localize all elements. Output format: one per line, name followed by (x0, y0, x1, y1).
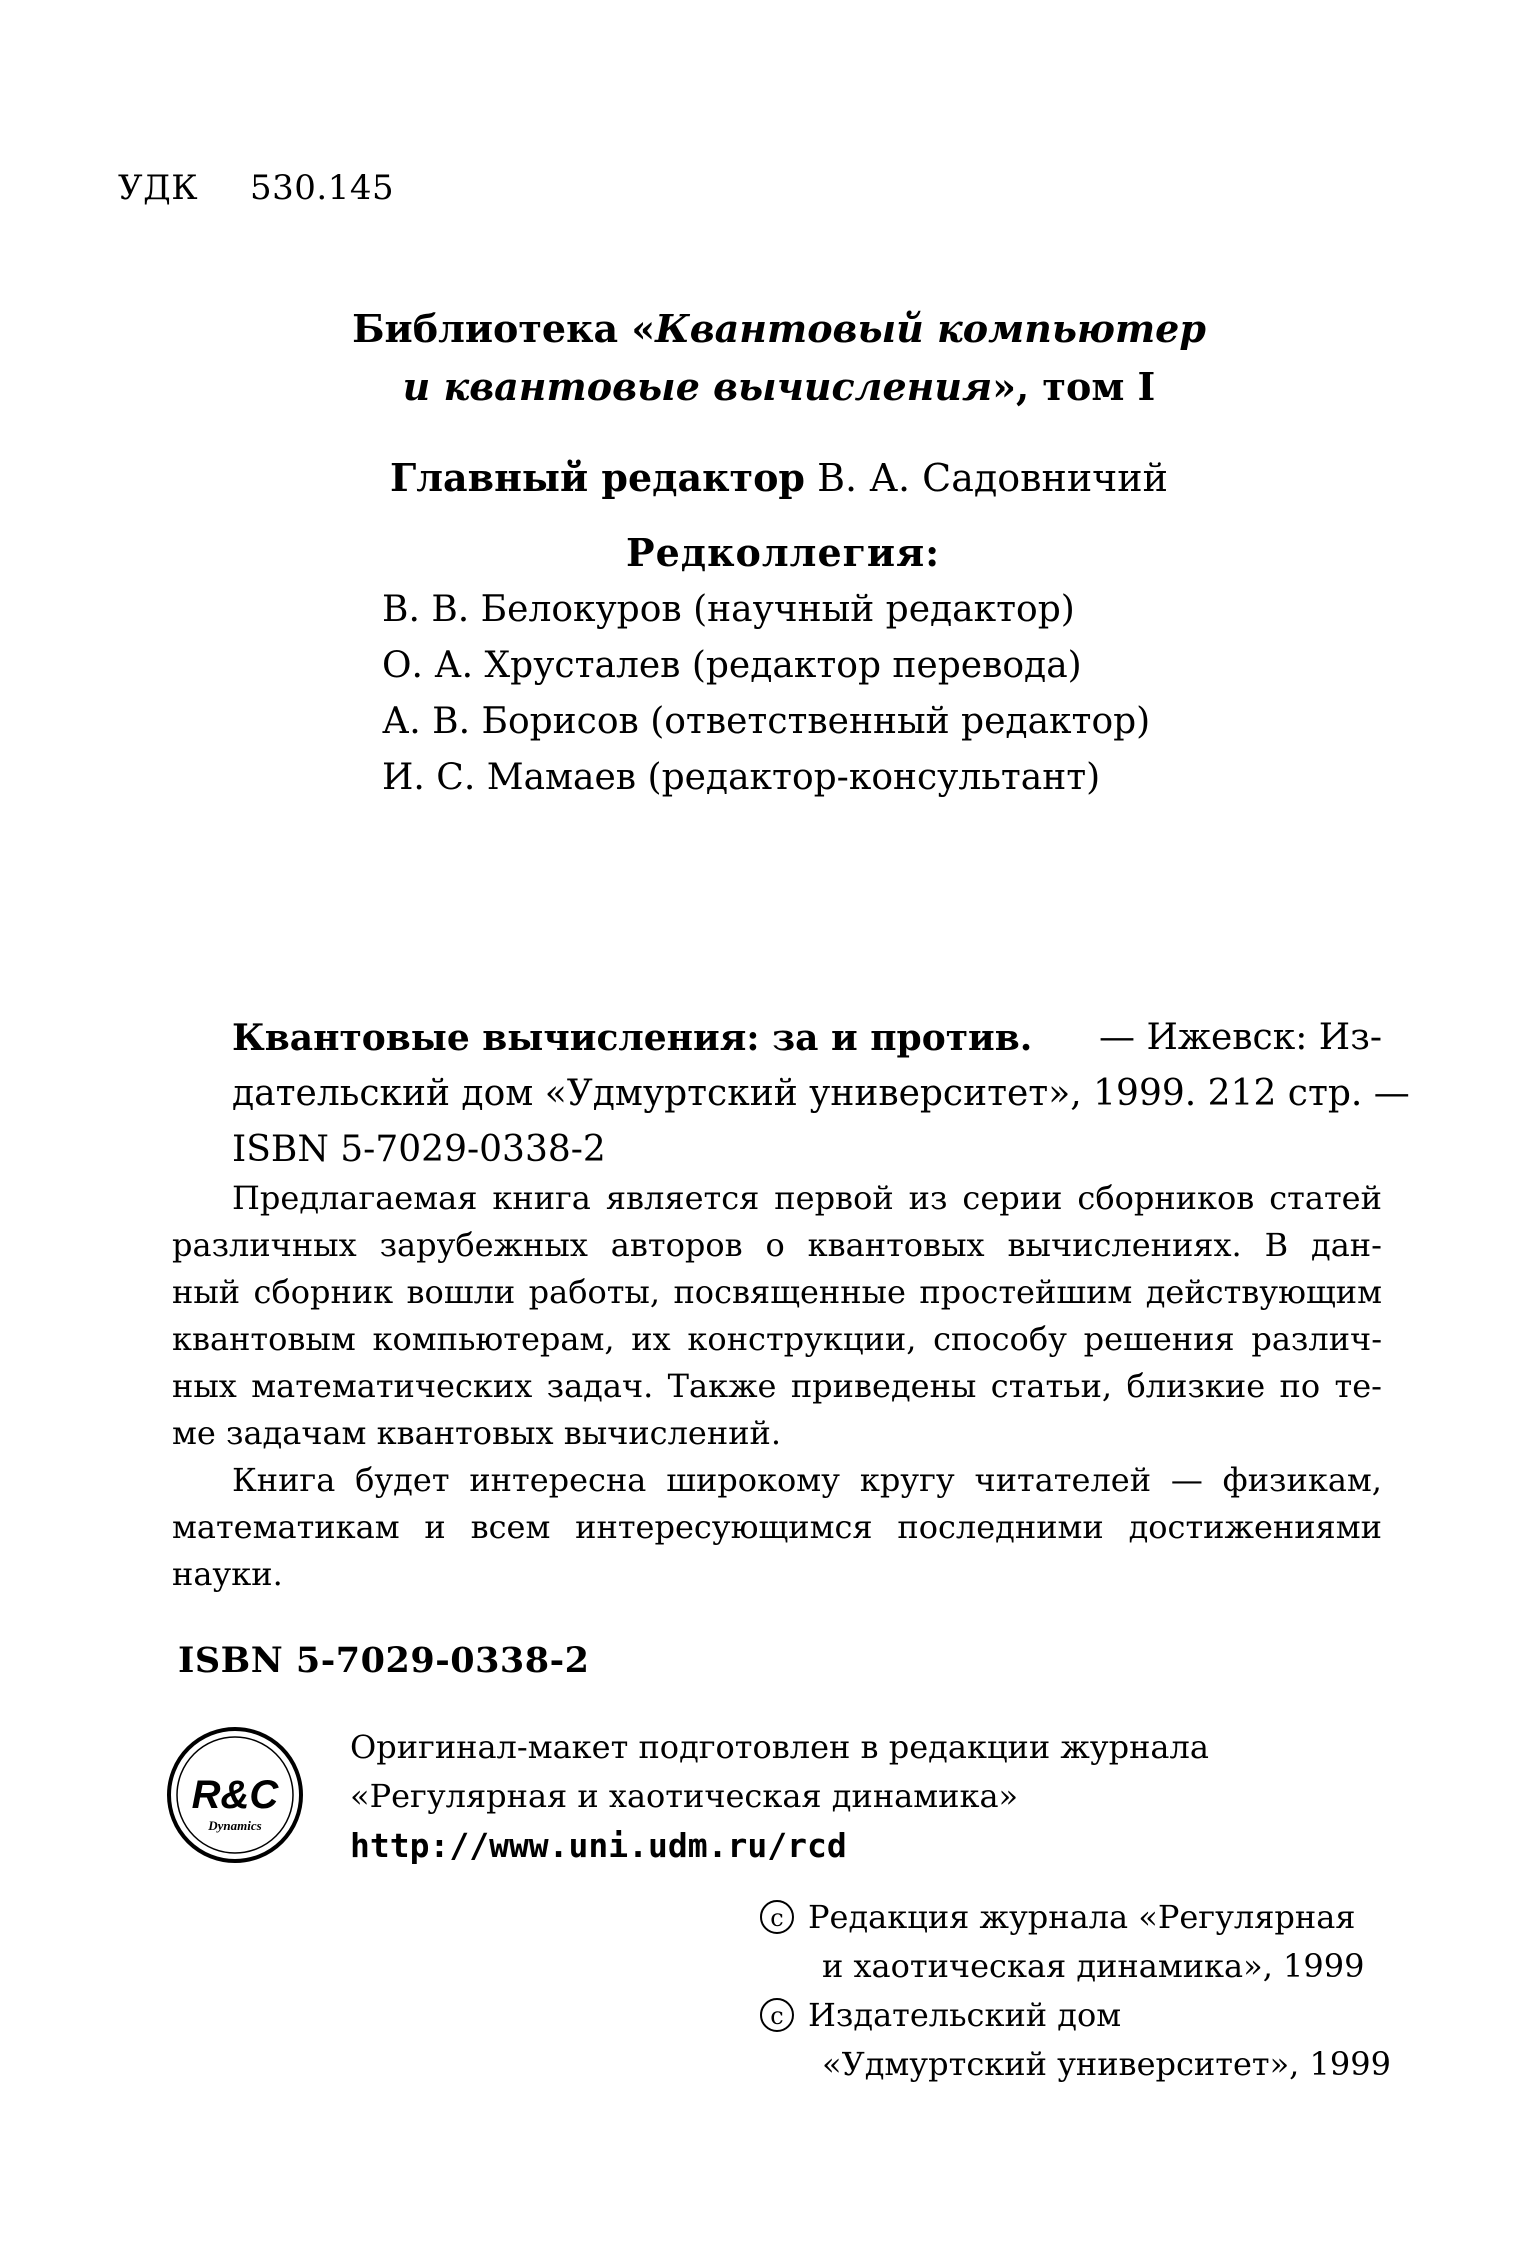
biblio-line-2-text: дательский дом «Удмуртский университет», 1999. 212 стр. — (232, 1073, 1410, 1114)
board-member: В. В. Белокуров (научный редактор) (382, 589, 1075, 630)
word: кругу (859, 1461, 955, 1499)
biblio-isbn: ISBN 5-7029-0338-2 (232, 1129, 606, 1170)
word: серии (962, 1179, 1063, 1217)
series-title-line-2: и квантовые вычисления (402, 364, 993, 409)
word: их (631, 1320, 671, 1358)
word: ных (172, 1367, 237, 1405)
chief-editor-label: Главный редактор (390, 455, 806, 500)
word: математических (251, 1367, 533, 1405)
word: по (1279, 1367, 1321, 1405)
word: Предлагаемая (232, 1179, 478, 1217)
word: близкие (1126, 1367, 1266, 1405)
word: сборников (1077, 1179, 1255, 1217)
word: действующим (1145, 1273, 1382, 1311)
annotation-line: науки. (172, 1555, 283, 1593)
annotation-paragraph-1 (172, 1175, 1382, 1457)
copyright-entry-1-line-2: и хаотическая динамика», 1999 (822, 1947, 1365, 1985)
board-member: И. С. Мамаев (редактор-консультант) (382, 757, 1101, 798)
word: книга (492, 1179, 591, 1217)
word: зарубежных (379, 1226, 588, 1264)
word: ный (172, 1273, 241, 1311)
annotation-paragraph-2 (172, 1457, 1382, 1598)
word: будет (355, 1461, 450, 1499)
annotation-line (172, 1363, 1382, 1410)
biblio-line-1-rest: — Ижевск: Из- (1099, 1017, 1382, 1058)
word: приведены (790, 1367, 977, 1405)
biblio-title: Квантовые вычисления: за и против. (232, 1017, 1033, 1059)
word: работы, (528, 1273, 661, 1311)
bibliographic-record (232, 1010, 1410, 1178)
biblio-line-3 (232, 1122, 1382, 1178)
word: и (424, 1508, 446, 1546)
journal-url[interactable]: http://www.uni.udm.ru/rcd (350, 1826, 847, 1865)
word: простейшим (919, 1273, 1133, 1311)
series-line-1 (0, 300, 1538, 358)
annotation-line (172, 1222, 1382, 1269)
annotation-line (172, 1316, 1382, 1363)
word: — (1170, 1461, 1203, 1499)
word: из (908, 1179, 948, 1217)
series-header (0, 300, 1538, 416)
board-member: О. А. Хрусталев (редактор перевода) (382, 645, 1082, 686)
word: широкому (666, 1461, 840, 1499)
word: сборник (253, 1273, 394, 1311)
word: первой (774, 1179, 894, 1217)
word: является (605, 1179, 760, 1217)
series-prefix: Библиотека « (352, 306, 656, 351)
copyright-icon: c (760, 1900, 794, 1934)
isbn: ISBN 5-7029-0338-2 (178, 1640, 590, 1681)
biblio-line-2 (232, 1066, 1410, 1122)
word: конструкции, (687, 1320, 917, 1358)
annotation (172, 1175, 1382, 1598)
word: о (765, 1226, 785, 1264)
chief-editor-name: В. А. Садовничий (817, 456, 1168, 500)
word: различ- (1251, 1320, 1382, 1358)
copyright-icon: c (760, 1998, 794, 2032)
udk-label: УДК (118, 168, 199, 208)
logo-subtext: Dynamics (208, 1818, 262, 1833)
word: вошли (406, 1273, 516, 1311)
word: статей (1269, 1179, 1382, 1217)
chief-editor (0, 455, 1538, 500)
word: интересующимся (575, 1508, 873, 1546)
copyright-entry-2 (760, 1991, 1391, 2040)
word: последними (897, 1508, 1104, 1546)
board-title: Редколлегия: (626, 530, 941, 575)
rc-dynamics-logo (162, 1722, 308, 1868)
word: дан- (1310, 1226, 1382, 1264)
word: физикам, (1222, 1461, 1382, 1499)
annotation-line: ме задачам квантовых вычислений. (172, 1414, 782, 1452)
biblio-line-1 (232, 1010, 1382, 1066)
series-line-2 (0, 358, 1538, 416)
word: вычислениях. (1007, 1226, 1242, 1264)
word: решения (1083, 1320, 1235, 1358)
word: квантовым (172, 1320, 356, 1358)
annotation-line (172, 1457, 1382, 1504)
series-suffix: », том I (992, 364, 1156, 409)
word: всем (470, 1508, 551, 1546)
udk-code: 530.145 (250, 168, 395, 208)
prepared-by (350, 1723, 1209, 1870)
copyright-entry-2-line-1: Издательский дом (808, 1996, 1122, 2034)
series-title-line-1: Квантовый компьютер (655, 306, 1206, 351)
word: те- (1334, 1367, 1382, 1405)
word: В (1264, 1226, 1289, 1264)
copyright-block (760, 1893, 1391, 2089)
prepared-line-1: Оригинал-макет подготовлен в редакции журнала (350, 1728, 1209, 1766)
word: Также (667, 1367, 777, 1405)
word: способу (933, 1320, 1067, 1358)
word: компьютерам, (372, 1320, 615, 1358)
board-member: А. В. Борисов (ответственный редактор) (382, 701, 1151, 742)
copyright-entry-1 (760, 1893, 1391, 1942)
word: Книга (232, 1461, 336, 1499)
word: посвященные (673, 1273, 906, 1311)
copyright-entry-2-line-2: «Удмуртский университет», 1999 (822, 2045, 1391, 2083)
word: авторов (610, 1226, 743, 1264)
annotation-line (172, 1269, 1382, 1316)
word: интересна (469, 1461, 647, 1499)
copyright-entry-1-line-1: Редакция журнала «Регулярная (808, 1898, 1356, 1936)
prepared-line-2: «Регулярная и хаотическая динамика» (350, 1777, 1019, 1815)
board-list (382, 582, 1150, 806)
word: математикам (172, 1508, 400, 1546)
logo-graphic (162, 1722, 308, 1868)
udk-line (118, 168, 394, 208)
word: читателей (974, 1461, 1152, 1499)
annotation-line (172, 1175, 1382, 1222)
annotation-line (172, 1504, 1382, 1551)
word: задач. (546, 1367, 654, 1405)
word: статьи, (990, 1367, 1113, 1405)
word: достижениями (1128, 1508, 1382, 1546)
word: квантовых (807, 1226, 985, 1264)
logo-text: R&C (191, 1773, 279, 1817)
word: различных (172, 1226, 357, 1264)
